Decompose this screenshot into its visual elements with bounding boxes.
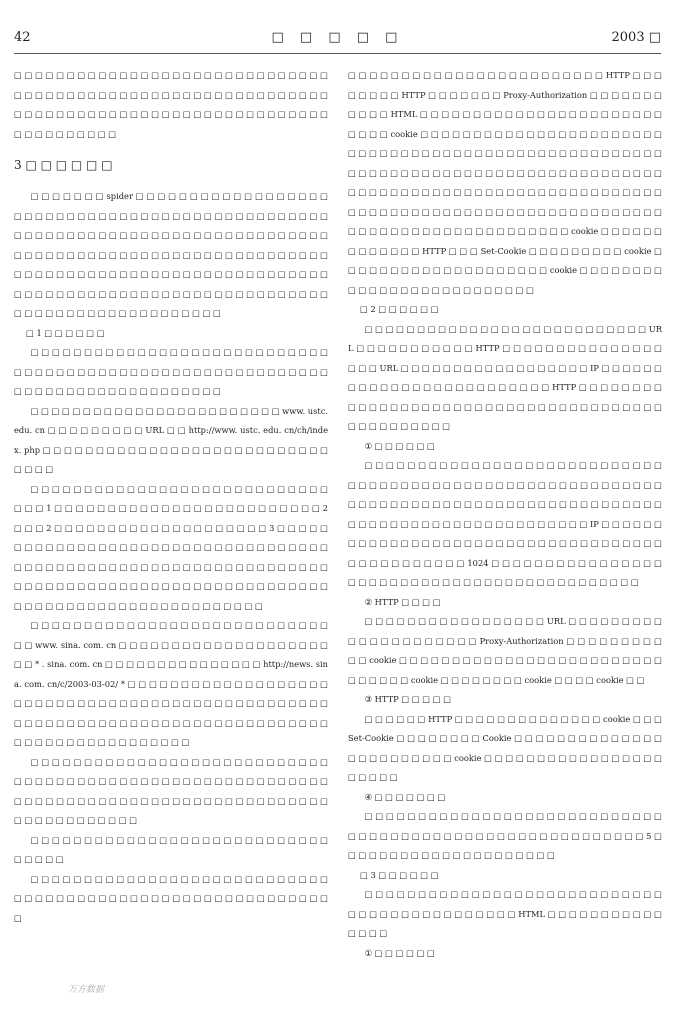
left-column [14, 66, 328, 928]
subsection-heading-1: □ 1 □ □ □ □ □ □ [26, 327, 105, 338]
page-number: 42 [14, 30, 31, 45]
journal-title: □ □ □ □ □ [271, 30, 404, 45]
subsection-heading-3: □ 3 □ □ □ □ □ □ [360, 869, 439, 880]
paragraph-item3: □ □ □ □ □ □ HTTP □ □ □ □ □ □ □ □ □ □ □ □ □ □ cookie □ □ □ Set-Cookie □ □ □ □ □ □ □ □ Cookie □ □ □ □ □ □ □ □ □ □ □ □ □ □ □ □ □ □ □ □ □ □ □ □ cookie □ □ □ □ □ □ □ □ □ □ □ □ □ □ □ □ □ □ □ □ □ □ [348, 713, 662, 782]
paragraph-sub3: □ □ □ □ □ □ □ □ □ □ □ □ □ □ □ □ □ □ □ □ □ □ □ □ □ □ □ □ □ □ □ □ □ □ □ □ □ □ □ □ □ □ □ □ HTML □ □ □ □ □ □ □ □ □ □ □ □ □ □ □ [348, 889, 662, 938]
paragraph-sub2: □ □ □ □ □ □ □ □ □ □ □ □ □ □ □ □ □ □ □ □ □ □ □ □ □ □ □ URL □ □ □ □ □ □ □ □ □ □ □ HTTP □ □ □ □ □ □ □ □ □ □ □ □ □ □ □ □ □ □ URL □ □ □ □ □ □ □ □ □ □ □ □ □ □ □ □ □ □ IP □ □ □ □ □ □ □ □ □ □ □ □ □ □ □ □ □ □ □ □ □ □ □ □ □ HTTP □ □ □ □ □ □ □ □ □ □ □ □ □ □ □ □ □ □ □ □ □ □ □ □ □ □ □ □ □ □ □ □ □ □ □ □ □ □ □ □ □ □ □ □ □ □ □ □ [348, 323, 662, 431]
right-column [348, 66, 662, 963]
paragraph-item4: □ □ □ □ □ □ □ □ □ □ □ □ □ □ □ □ □ □ □ □ □ □ □ □ □ □ □ □ □ □ □ □ □ □ □ □ □ □ □ □ □ □ □ □ □ □ □ □ □ □ □ □ □ □ □ □ 5 □ □ □ □ □ □ □ □ □ □ □ □ □ □ □ □ □ □ □ □ □ [348, 811, 662, 860]
paragraph-sub1: □ □ □ □ □ □ □ □ □ □ □ □ □ □ □ □ □ □ □ □ □ □ □ □ □ □ □ □ □ □ □ □ □ □ □ □ □ □ □ □ □ □ □ □ □ □ □ □ □ □ □ □ □ □ □ □ □ □ □ □ □ □ □ □ □ □ □ □ □ □ □ □ □ □ □ □ □ □ [14, 347, 328, 396]
paragraph-http: □ □ □ □ □ □ □ □ □ □ □ □ □ □ □ □ □ □ □ □ □ □ □ □ HTTP □ □ □ □ □ □ □ □ HTTP □ □ □ □ □ □ □ Proxy-Authorization □ □ □ □ □ □ □ □ □ □ □ HTML □ □ □ □ □ □ □ □ □ □ □ □ □ □ □ □ □ □ □ □ □ □ □ □ □ □ □ cookie □ □ □ □ □ □ □ □ □ □ □ □ □ □ □ □ □ □ □ □ □ □ □ □ □ □ □ □ □ □ □ □ □ □ □ □ □ □ □ □ □ □ □ □ □ □ □ □ □ □ □ □ □ □ □ □ □ □ □ □ □ □ □ □ □ □ □ □ □ □ □ □ □ □ □ □ □ □ □ □ □ □ □ □ □ □ □ □ □ □ □ □ □ □ □ □ □ □ □ □ □ □ □ □ □ □ □ □ □ □ □ □ □ □ □ □ □ □ □ □ □ □ □ □ □ □ □ □ □ □ □ □ □ □ □ □ □ □ □ □ □ □ □ □ □ □ □ □ □ □ □ □ □ □ □ □ □ □ □ □ □ □ □ □ cookie □ □ □ □ □ □ □ □ □ □ □ □ □ HTTP □ □ □ Set-Cookie □ □ □ □ □ □ □ □ □ cookie □ □ □ □ □ □ □ □ □ □ □ □ □ □ □ □ □ □ □ □ cookie □ □ □ □ □ □ □ □ □ □ □ □ □ □ □ □ □ □ □ □ □ □ □ □ □ □ [348, 70, 662, 295]
running-header [14, 30, 661, 52]
list-item-heading-1: ① □ □ □ □ □ □ [364, 440, 435, 451]
subsection-heading-2: □ 2 □ □ □ □ □ □ [360, 304, 439, 314]
section-heading: 3 □ □ □ □ □ □ [14, 158, 113, 172]
journal-year: 2003 □ [611, 30, 661, 45]
paragraph-more: □ □ □ □ □ □ □ □ □ □ □ □ □ □ □ □ □ □ □ □ □ □ □ □ □ □ □ □ □ □ □ □ □ □ □ □ □ □ □ □ □ □ □ □ □ □ □ □ □ □ □ □ □ □ □ □ □ □ □ □ □ □ □ □ □ □ □ □ □ □ □ □ □ □ □ □ □ □ □ □ □ □ □ □ □ □ □ □ □ □ □ □ □ □ □ □ □ □ □ □ [14, 756, 328, 825]
list-item-heading-2: ② HTTP □ □ □ □ [364, 596, 441, 607]
paragraph-ustc: □ □ □ □ □ □ □ □ □ □ □ □ □ □ □ □ □ □ □ □ □ □ □ □ www. ustc. edu. cn □ □ □ □ □ □ □ □ □ URL □ □ http://www. ustc. edu. cn/ch/index. php □ □ □ □ □ □ □ □ □ □ □ □ □ □ □ □ □ □ □ □ □ □ □ □ □ □ □ □ □ □ □ [14, 405, 328, 474]
list-item-heading-3: ③ HTTP □ □ □ □ □ [364, 694, 452, 704]
paragraph-spider: □ □ □ □ □ □ □ spider □ □ □ □ □ □ □ □ □ □ □ □ □ □ □ □ □ □ □ □ □ □ □ □ □ □ □ □ □ □ □ □ □ □ □ □ □ □ □ □ □ □ □ □ □ □ □ □ □ □ □ □ □ □ □ □ □ □ □ □ □ □ □ □ □ □ □ □ □ □ □ □ □ □ □ □ □ □ □ □ □ □ □ □ □ □ □ □ □ □ □ □ □ □ □ □ □ □ □ □ □ □ □ □ □ □ □ □ □ □ □ □ □ □ □ □ □ □ □ □ □ □ □ □ □ □ □ □ □ □ □ □ □ □ □ □ □ □ □ □ □ □ □ □ □ □ □ □ □ □ □ □ □ □ □ □ □ □ □ □ □ □ □ □ □ □ □ □ □ □ □ □ □ □ □ □ □ □ □ □ □ □ □ □ □ □ □ □ [14, 191, 328, 318]
paragraph-last: □ □ □ □ □ □ □ □ □ □ □ □ □ □ □ □ □ □ □ □ □ □ □ □ □ □ □ □ □ □ □ □ □ □ □ □ □ □ □ □ □ □ □ □ □ □ □ □ □ □ □ □ □ □ □ □ □ □ □ [14, 873, 328, 923]
list-item-heading-4: ④ □ □ □ □ □ □ □ [364, 791, 446, 802]
watermark: 万方数据 [68, 985, 105, 995]
paragraph-short: □ □ □ □ □ □ □ □ □ □ □ □ □ □ □ □ □ □ □ □ □ □ □ □ □ □ □ □ □ □ □ □ □ [14, 834, 328, 864]
paragraph-item2: □ □ □ □ □ □ □ □ □ □ □ □ □ □ □ □ □ URL □ □ □ □ □ □ □ □ □ □ □ □ □ □ □ □ □ □ □ □ □ Proxy-Authorization □ □ □ □ □ □ □ □ □ □ □ cookie □ □ □ □ □ □ □ □ □ □ □ □ □ □ □ □ □ □ □ □ □ □ □ □ □ □ □ □ □ □ □ cookie □ □ □ □ □ □ □ □ cookie □ □ □ □ cookie □ □ [348, 616, 662, 685]
paragraph-intro: □ □ □ □ □ □ □ □ □ □ □ □ □ □ □ □ □ □ □ □ □ □ □ □ □ □ □ □ □ □ □ □ □ □ □ □ □ □ □ □ □ □ □ □ □ □ □ □ □ □ □ □ □ □ □ □ □ □ □ □ □ □ □ □ □ □ □ □ □ □ □ □ □ □ □ □ □ □ □ □ □ □ □ □ □ □ □ □ □ □ □ □ □ □ □ □ □ □ □ □ [14, 70, 328, 139]
paragraph-sina: □ □ □ □ □ □ □ □ □ □ □ □ □ □ □ □ □ □ □ □ □ □ □ □ □ □ □ □ □ □ www. sina. com. cn □ □ □ □ □ □ □ □ □ □ □ □ □ □ □ □ □ □ □ □ □ □ * . sina. com. cn □ □ □ □ □ □ □ □ □ □ □ □ □ □ □ http://news. sina. com. cn/c/2003-03-02/ * □ □ □ □ □ □ □ □ □ □ □ □ □ □ □ □ □ □ □ □ □ □ □ □ □ □ □ □ □ □ □ □ □ □ □ □ □ □ □ □ □ □ □ □ □ □ □ □ □ □ □ □ □ □ □ □ □ □ □ □ □ □ □ □ □ □ □ □ □ □ □ □ □ □ □ □ □ □ □ □ □ □ □ □ □ □ □ □ □ □ □ □ □ □ □ □ [14, 620, 328, 747]
paragraph-item1: □ □ □ □ □ □ □ □ □ □ □ □ □ □ □ □ □ □ □ □ □ □ □ □ □ □ □ □ □ □ □ □ □ □ □ □ □ □ □ □ □ □ □ □ □ □ □ □ □ □ □ □ □ □ □ □ □ □ □ □ □ □ □ □ □ □ □ □ □ □ □ □ □ □ □ □ □ □ □ □ □ □ □ □ □ □ □ □ □ □ □ □ □ □ □ □ □ □ □ □ □ □ □ □ □ □ □ □ □ □ □ IP □ □ □ □ □ □ □ □ □ □ □ □ □ □ □ □ □ □ □ □ □ □ □ □ □ □ □ □ □ □ □ □ □ □ □ □ □ □ □ □ □ □ □ □ □ □ □ 1024 □ □ □ □ □ □ □ □ □ □ □ □ □ □ □ □ □ □ □ □ □ □ □ □ □ □ □ □ □ □ □ □ □ □ □ □ □ □ □ □ □ □ □ □ [348, 460, 662, 587]
paragraph-layers: □ □ □ □ □ □ □ □ □ □ □ □ □ □ □ □ □ □ □ □ □ □ □ □ □ □ □ □ □ □ □ 1 □ □ □ □ □ □ □ □ □ □ □ □ □ □ □ □ □ □ □ □ □ □ □ □ □ 2 □ □ □ 2 □ □ □ □ □ □ □ □ □ □ □ □ □ □ □ □ □ □ □ □ 3 □ □ □ □ □ □ □ □ □ □ □ □ □ □ □ □ □ □ □ □ □ □ □ □ □ □ □ □ □ □ □ □ □ □ □ □ □ □ □ □ □ □ □ □ □ □ □ □ □ □ □ □ □ □ □ □ □ □ □ □ □ □ □ □ □ □ □ □ □ □ □ □ □ □ □ □ □ □ □ □ □ □ □ □ □ □ □ □ □ □ □ □ □ □ □ □ □ □ □ □ □ □ □ □ □ □ □ □ □ □ □ □ □ □ □ □ □ □ □ [14, 483, 328, 611]
header-rule [14, 53, 661, 54]
list-item-heading-1b: ① □ □ □ □ □ □ [364, 947, 435, 958]
